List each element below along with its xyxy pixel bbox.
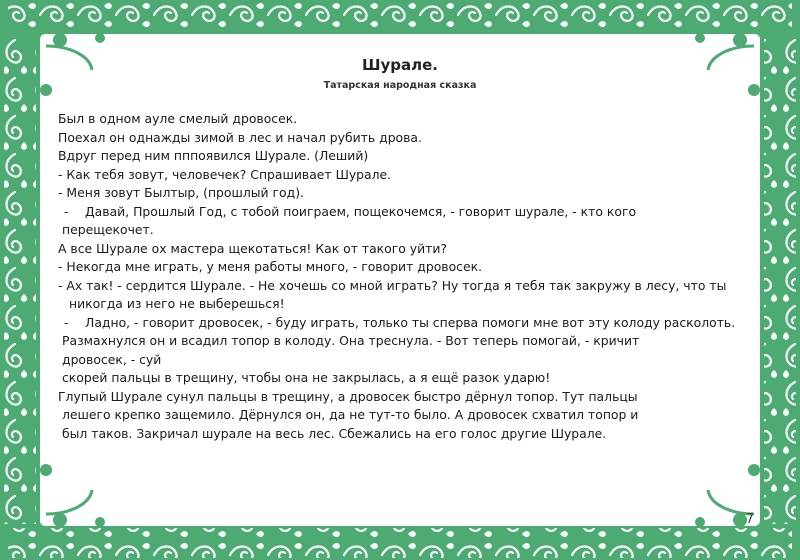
text-line: Ладно, - говорит дровосек, - буду играть, только ты сперва помоги мне вот эту колоду расколоть. bbox=[85, 314, 736, 330]
page-subtitle: Татарская народная сказка bbox=[323, 80, 477, 91]
list-dash: - bbox=[64, 203, 69, 219]
story-text bbox=[58, 110, 763, 443]
list-item bbox=[58, 314, 763, 333]
text-line: Давай, Прошлый Год, с тобой поиграем, пощекочемся, - говорит шурале, - кто кого bbox=[85, 203, 637, 219]
list-dash: - bbox=[64, 314, 69, 330]
text-line: Вдруг перед ним пппоявился Шурале. (Леший) bbox=[58, 148, 369, 163]
text-line: дровосек, - суй bbox=[62, 351, 162, 367]
text-line: Глупый Шурале сунул пальцы в трещину, а дровосек быстро дёрнул топор. Тут пальцы bbox=[58, 388, 638, 404]
text-line: Размахнулся он и всадил топор в колоду. Она треснула. - Вот теперь помогай, - кричит bbox=[62, 333, 640, 348]
text-line: - Меня зовут Былтыр, (прошлый год). bbox=[58, 185, 304, 200]
text-line: Был в одном ауле смелый дровосек. bbox=[58, 111, 298, 126]
page-number: 7 bbox=[745, 512, 754, 527]
text-line: - Как тебя зовут, человечек? Спрашивает Шурале. bbox=[58, 166, 392, 182]
text-line: Поехал он однажды зимой в лес и начал рубить дрова. bbox=[58, 129, 422, 145]
text-line: - Ах так! - сердится Шурале. - Не хочешь со мной играть? Ну тогда я тебя так закружу в лесу, что ты никогда из него не выберешься! bbox=[58, 277, 727, 311]
text-line: перещекочет. bbox=[62, 222, 154, 237]
text-line: - Некогда мне играть, у меня работы много, - говорит дровосек. bbox=[58, 259, 483, 274]
text-line: А все Шурале ох мастера щекотаться! Как от такого уйти? bbox=[58, 240, 448, 256]
list-item bbox=[58, 203, 763, 222]
page-title: Шурале. bbox=[361, 56, 439, 74]
text-line: был таков. Закричал шурале на весь лес. Сбежались на его голос другие Шурале. bbox=[62, 425, 607, 441]
text-line: скорей пальцы в трещину, чтобы она не закрылась, а я ещё разок ударю! bbox=[62, 370, 551, 385]
text-line: лешего крепко защемило. Дёрнулся он, да не тут-то было. А дровосек схватил топор и bbox=[62, 407, 639, 422]
